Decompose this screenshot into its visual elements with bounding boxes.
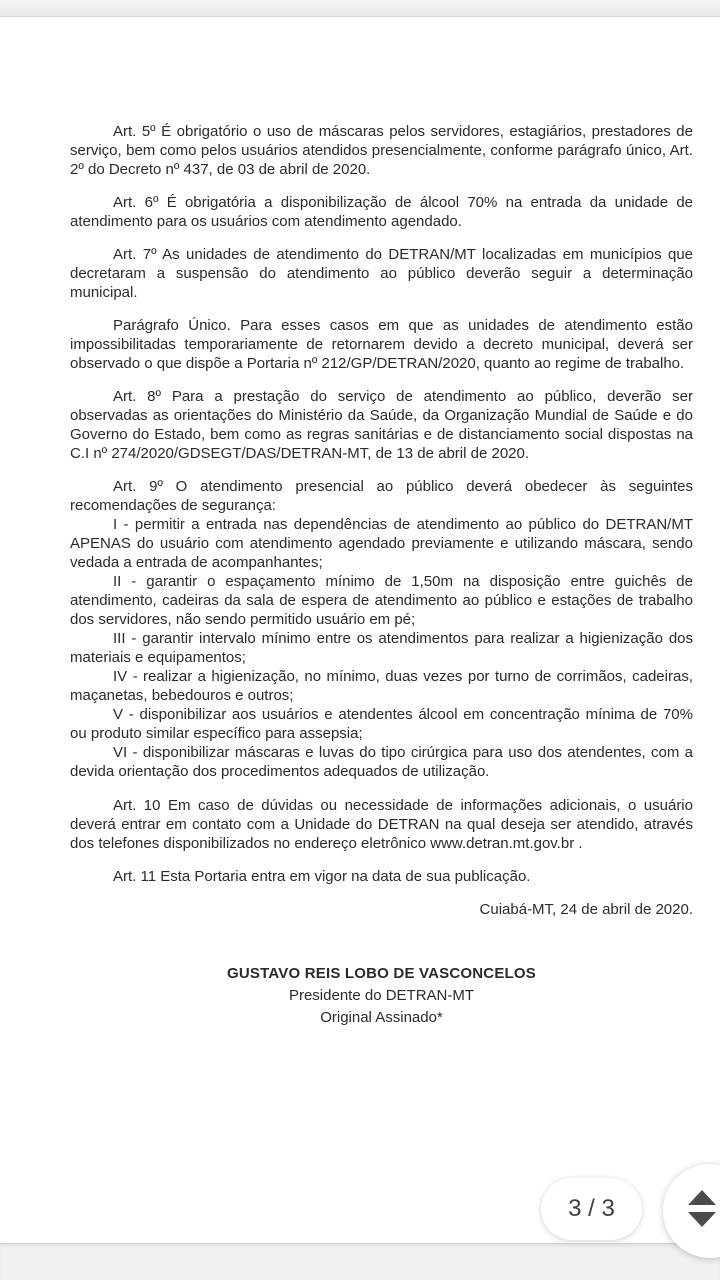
list-item-iii: III - garantir intervalo mínimo entre os atendimentos para realizar a higienização dos materiais e equipamentos; [70,630,693,666]
paragraph-art-10: Art. 10 Em caso de dúvidas ou necessidade de informações adicionais, o usuário deverá entrar em contato com a Unidade do DETRAN na qual deseja ser atendido, através dos telefones disponibilizados no endereço eletrônico www.detran.mt.gov.br . [70,797,693,852]
document-page [0,18,720,1243]
paragraph-art-9: Art. 9º O atendimento presencial ao público deverá obedecer às seguintes recomendações de segurança: [70,478,693,514]
top-shadow-bar [0,0,720,17]
paragraph-art-6: Art. 6º É obrigatória a disponibilização de álcool 70% na entrada da unidade de atendimento para os usuários com atendimento agendado. [70,194,693,230]
list-item-i: I - permitir a entrada nas dependências de atendimento ao público do DETRAN/MT APENAS do usuário com atendimento agendado previamente e utilizando máscara, sendo vedada a entrada de acompanhantes; [70,516,693,571]
bottom-background [0,1243,720,1280]
page-indicator [541,1178,642,1240]
scroll-up-icon [688,1190,716,1205]
signature-name: GUSTAVO REIS LOBO DE VASCONCELOS [227,965,536,982]
date-line: Cuiabá-MT, 24 de abril de 2020. [479,901,693,918]
signature-role: Presidente do DETRAN-MT [288,987,475,1004]
page-indicator-label: 3 / 3 [568,1195,615,1222]
paragraph-art-5: Art. 5º É obrigatório o uso de máscaras pelos servidores, estagiários, prestadores de serviço, bem como pelos usuários atendidos presencialmente, conforme parágrafo único, Art. 2º do Decreto nº 437, de 03 de abril de 2020. [70,123,693,178]
list-item-ii: II - garantir o espaçamento mínimo de 1,50m na disposição entre guichês de atendimento, cadeiras da sala de espera de atendimento ao público e estações de trabalho dos servidores, não sendo permitido usuário em pé; [70,573,693,628]
list-item-vi: VI - disponibilizar máscaras e luvas do tipo cirúrgica para uso dos atendentes, com a devida orientação dos procedimentos adequados de utilização. [70,744,693,780]
scroll-down-icon [688,1212,716,1227]
paragraph-art-7: Art. 7º As unidades de atendimento do DETRAN/MT localizadas em municípios que decretaram a suspensão do atendimento ao público deverão seguir a determinação municipal. [70,246,693,301]
list-item-iv: IV - realizar a higienização, no mínimo, duas vezes por turno de corrimãos, cadeiras, maçanetas, bebedouros e outros; [70,668,693,704]
paragraph-art-11: Art. 11 Esta Portaria entra em vigor na data de sua publicação. [113,868,531,885]
paragraph-paragrafo-unico: Parágrafo Único. Para esses casos em que as unidades de atendimento estão impossibilitadas temporariamente de retornarem devido a decreto municipal, deverá ser observado o que dispõe a Portaria nº 212/GP/DETRAN/2020, quanto ao regime de trabalho. [70,317,693,372]
signature-block [70,963,693,1029]
paragraph-art-8: Art. 8º Para a prestação do serviço de atendimento ao público, deverão ser observadas as orientações do Ministério da Saúde, da Organização Mundial de Saúde e do Governo do Estado, bem como as regras sanitárias e de distanciamento social dispostas na C.I nº 274/2020/GDSEGT/DAS/DETRAN-MT, de 13 de abril de 2020. [70,388,693,462]
list-item-v: V - disponibilizar aos usuários e atendentes álcool em concentração mínima de 70% ou produto similar específico para assepsia; [70,706,693,742]
signature-note: Original Assinado* [320,1009,443,1026]
